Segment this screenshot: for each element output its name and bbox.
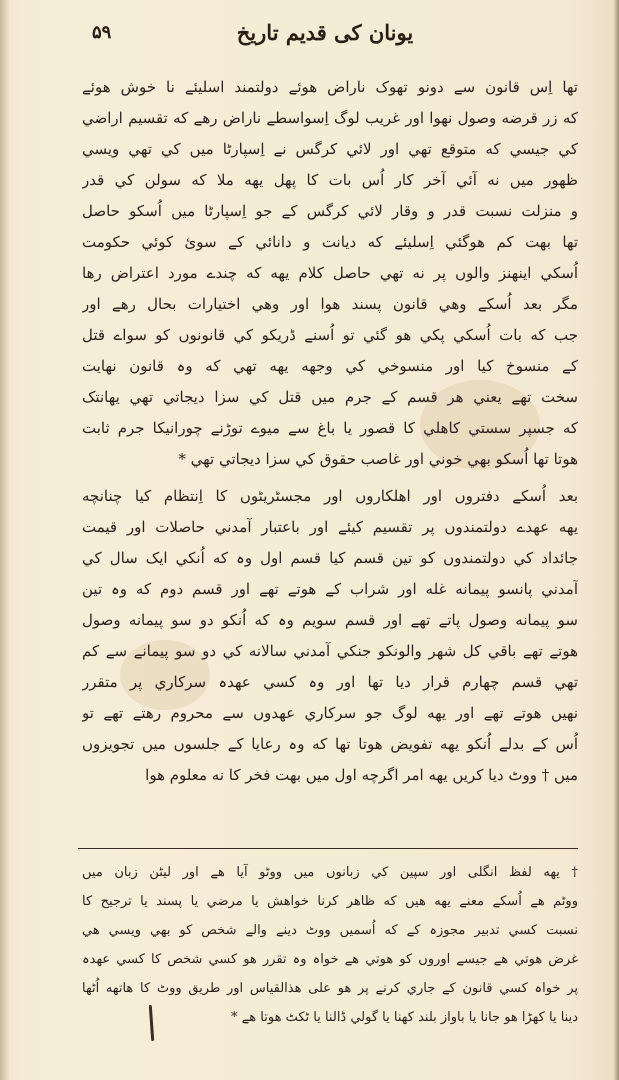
text-line: کي جیسي که متوقع تهي اور لائي کرگس نے اِسپارٹا میں کي تهي ویسي — [82, 140, 578, 158]
text-line: تهي قسم چهارم قرار دیا تها اور وہ کسي عهدہ سرکاري پر متقرر — [82, 673, 578, 691]
text-line: یهه عهدے دولتمندوں پر تقسیم کیئے اور باعتبار آمدني حاصلات اور قیمت — [82, 518, 578, 536]
running-title: یونان کی قدیم تاریخ — [236, 20, 414, 45]
page-number: ۵۹ — [92, 22, 112, 43]
text-line: هوتا تها اُسکو بهي خوني اور غاصب حقوق کي سزا دیجاتي تهي * — [178, 450, 578, 468]
text-line: میں † ووٹ دیا کریں یهه امر اگرچه اول میں بهت فخر کا نه معلوم هوا — [145, 766, 578, 784]
text-line: جائداد کي دولتمندوں کو تین قسم کیا قسم اول وہ که اُنکي ایک سال کي — [82, 549, 578, 567]
text-line: که جسپر سستي کاهلي کا قصور یا باغ سے میوے توڑنے چورانیکا جرم ثابت — [82, 419, 578, 437]
text-line: آمدني پانسو پیمانه غله اور شراب کے هوتے تهے اور قسم دوم که وہ تین — [82, 580, 578, 598]
text-line: بعد اُسکے دفتروں اور اهلکاروں اور مجسٹریٹوں کا اِنتظام کیا چنانچه — [82, 487, 578, 505]
text-line: کے منسوخ کیا اور منسوخي کي وجهه یهه تهي که وہ قانون نهایت — [82, 357, 578, 375]
text-line: اُسکي اینهنز والوں پر نه تهي حاصل کلام یهه که چندے مورد اعتراض رها — [82, 264, 578, 282]
footnote-line: † یهه لفظ انگلی اور سپین کي زبانوں میں ووٹو آیا هے اور لیٹن زبان میں — [82, 865, 578, 880]
footnote-line: نسبت کسي تدبیر مجوزہ کے که اُسمیں ووٹ دینے والے شخص کو بهي ویسي هي — [82, 923, 578, 938]
text-line: نهیں هوتے تهے اور یهه لوگ جو سرکاري عهدوں سے محروم رهتے تهے تو — [82, 704, 578, 722]
footnotes — [82, 858, 578, 1032]
page-header — [70, 12, 580, 52]
text-line: تها بهت کم هوگئي اِسلیئے که دیانت و دانائي کے سوئ کوئي حکومت — [82, 233, 578, 251]
main-text — [82, 72, 578, 791]
text-line: سو پیمانه وصول پاتے تهے اور قسم سویم وہ که اُنکو دو سو پیمانه وصول — [82, 611, 578, 629]
paragraph-2 — [82, 481, 578, 791]
text-line: جب که بات اُسکي پکي هو گئي تو اُسنے ڈریکو کي قانونوں کو سواے قتل — [82, 326, 578, 344]
text-line: سخت تهے یعني هر قسم کے جرم میں قتل کي سزا دیجاتي تهي یهانتک — [82, 388, 578, 406]
footnote-divider — [78, 848, 578, 849]
footnote-line: ووٹم هے اُسکے معنے یهه هیں که ظاهر کرنا خواهش یا مرضي یا پسند یا ترجیح کا — [82, 894, 578, 909]
page-gutter-shadow — [0, 0, 10, 1080]
text-line: که زر قرضه وصول نهوا اور غریب لوگ اِسواسطے ناراض رهے که تقسیم اراضي — [82, 109, 578, 127]
text-line: اُس کے بدلے اُنکو یهه تفویض هوتا تها که وہ رعایا کے جلسوں میں تجویزوں — [82, 735, 578, 753]
footnote-line: پر خواہ کسي قانون کے جاري کرنے پر هو علی هذالقیاس اور طریق ووٹ کا هاتهه اُٹها — [82, 981, 578, 996]
paragraph-1 — [82, 72, 578, 475]
text-line: مگر بعد اُسکے وهي قانون پسند هوا اور وهي اختیارات بحال رهے اور — [82, 295, 578, 313]
page-edge-shadow — [613, 0, 619, 1080]
footnote-line: دینا یا کهڑا هو جانا یا باواز بلند کهنا یا گولي ڈالنا یا ٹکٹ هوتا هے * — [231, 1010, 578, 1025]
text-line: تها اِس قانون سے دونو تهوک ناراض هوئے دولتمند اسلیئے نا خوش هوئے — [82, 78, 578, 96]
text-line: و منزلت نسبت قدر و وقار لائي کرگس کے جو اِسپارٹا میں اُسکو حاصل — [82, 202, 578, 220]
text-line: هوتے تهے باقي کل شهر والونکو جنکي آمدني سالانه کي دو سو پیمانے سے کم — [82, 642, 578, 660]
footnote-line: غرض هوتي هے جیسے اوروں کو هوتي هے خواہ وہ تقرر هو کسي شخص کا کسي عهدہ — [82, 952, 578, 967]
text-line: ظهور میں نه آئي آخر کار اُس بات کا پهل یهه ملا که سولن کي قدر — [82, 171, 578, 189]
